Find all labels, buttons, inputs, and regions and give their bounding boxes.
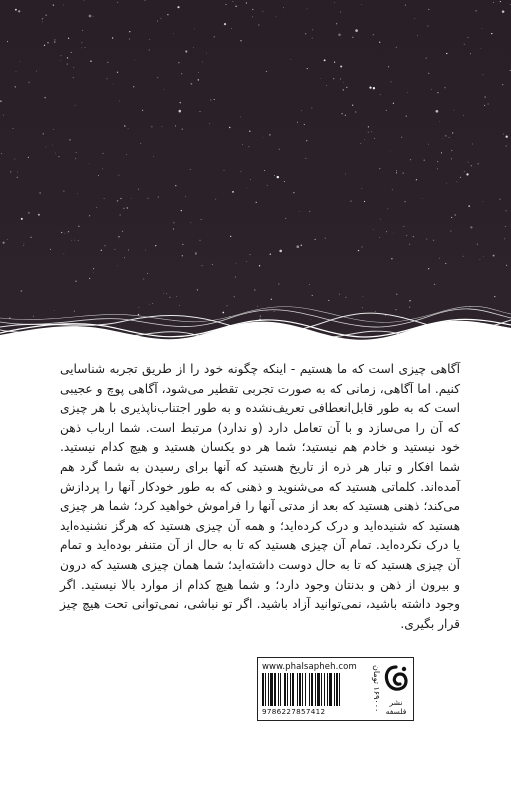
price-label: ۱۶۹۰۰۰ تومان	[372, 665, 381, 713]
publisher-name: نشر فلسفه	[385, 698, 407, 716]
barcode-box	[257, 657, 414, 721]
stars-layer	[0, 0, 511, 345]
blurb-paragraph: آگاهی چیزی است که ما هستیم - اینکه چگونه خود را از طریق تجربه شناسایی کنیم. اما آگاهی، زمانی که به صورت تجربی تقطیر می‌شود، آگاهی پوچ و عجیبی است که به طور قابل‌انعطافی تعریف‌نشده و به طور اجتناب‌ناپذیری با هر چیزی که آن را می‌سازد و با آن تعامل دارد (و ندارد) مرتبط است. شما ارباب ذهن خود نیستید و خادم هم نیستید؛ شما هر دو یکسان هستید و هیچ کدام نیستید. شما افکار و تبار هر ذره از تاریخ هستید که آنها برای رسیدن به شما گرد هم آمده‌اند. کلماتی هستید که می‌شنوید و ذهنی که به طور خودکار آنها را پردازش می‌کند؛ ذهنی هستید که بعد از مدتی آنها را فراموش خواهید کرد؛ شما هر چیزی هستید که شنیده‌اید و درک کرده‌اید؛ و همه آن چیزی هستید که هرگز نشنیده‌اید یا درک نکرده‌اید. تمام آن چیزی هستید که تا به حال از آن متنفر بوده‌اید و تمام آن چیزی هستید که تا به حال دوست داشته‌اید؛ شما همان چیزی هستید که درون و بیرون از ذهن و بدنتان وجود دارد؛ و شما هیچ کدام از موارد بالا نیستید. اگر وجود داشته باشید، نمی‌توانید آزاد باشید. اگر تو نباشی، نمی‌توانی تحت هیچ چیز قرار بگیری.	[60, 362, 460, 631]
back-cover-blurb	[60, 360, 460, 634]
publisher-logo-icon	[382, 664, 410, 694]
isbn-number: 9786227857412	[262, 707, 326, 716]
starry-sky-artwork	[0, 0, 511, 345]
barcode-image	[262, 673, 366, 706]
publisher-website: www.phalsapheh.com	[262, 662, 357, 672]
